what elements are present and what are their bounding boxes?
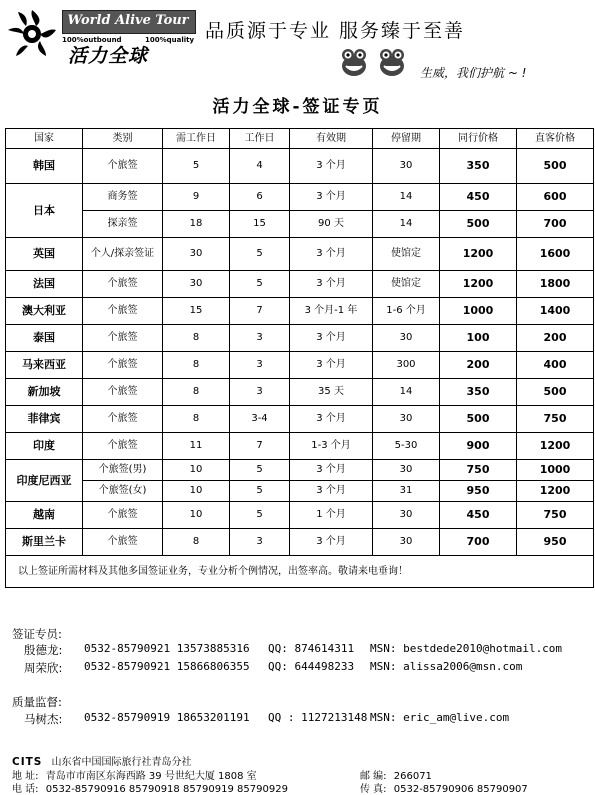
trade-price-cell: 700 xyxy=(440,529,517,556)
direct-price-cell: 1600 xyxy=(517,238,594,271)
direct-price-cell: 700 xyxy=(517,211,594,238)
visa-type-cell: 个旅签 xyxy=(83,379,163,406)
stay-cell: 14 xyxy=(373,184,440,211)
visa-type-cell: 个旅签 xyxy=(83,149,163,184)
stay-cell: 30 xyxy=(373,502,440,529)
visa-type-cell: 个旅签 xyxy=(83,271,163,298)
validity-cell: 3 个月 xyxy=(290,325,373,352)
country-cell: 菲律宾 xyxy=(6,406,83,433)
staff-name: 周荣欣: xyxy=(24,661,63,675)
visa-type-cell: 个旅签 xyxy=(83,325,163,352)
visa-type-cell: 个旅签(男) xyxy=(83,460,163,481)
work-days-cell: 5 xyxy=(230,460,290,481)
work-days-cell: 7 xyxy=(230,298,290,325)
table-row xyxy=(6,325,594,352)
stay-cell: 31 xyxy=(373,481,440,502)
need-days-cell: 10 xyxy=(163,502,230,529)
visa-type-cell: 个旅签 xyxy=(83,529,163,556)
direct-price-cell: 600 xyxy=(517,184,594,211)
tribal-swirl-logo-icon xyxy=(6,8,58,60)
country-cell: 印度 xyxy=(6,433,83,460)
work-days-cell: 4 xyxy=(230,149,290,184)
stay-cell: 5-30 xyxy=(373,433,440,460)
visa-price-table xyxy=(5,128,594,588)
direct-price-cell: 750 xyxy=(517,406,594,433)
trade-price-cell: 1000 xyxy=(440,298,517,325)
validity-cell: 3 个月 xyxy=(290,460,373,481)
column-header: 停留期 xyxy=(373,129,440,149)
trade-price-cell: 900 xyxy=(440,433,517,460)
direct-price-cell: 1200 xyxy=(517,481,594,502)
visa-type-cell: 个旅签 xyxy=(83,406,163,433)
table-note: 以上签证所需材料及其他多国签证业务，专业分析个例情况，出签率高。敬请来电垂询！ xyxy=(6,556,594,588)
trade-price-cell: 500 xyxy=(440,211,517,238)
work-days-cell: 6 xyxy=(230,184,290,211)
country-cell: 新加坡 xyxy=(6,379,83,406)
company-name: 山东省中国国际旅行社青岛分社 xyxy=(51,757,192,768)
stay-cell: 30 xyxy=(373,406,440,433)
country-cell: 日本 xyxy=(6,184,83,238)
need-days-cell: 10 xyxy=(163,481,230,502)
table-row xyxy=(6,238,594,271)
table-row xyxy=(6,184,594,211)
table-row xyxy=(6,352,594,379)
need-days-cell: 8 xyxy=(163,406,230,433)
need-days-cell: 8 xyxy=(163,379,230,406)
validity-cell: 90 天 xyxy=(290,211,373,238)
column-header: 需工作日 xyxy=(163,129,230,149)
slogan: 品质源于专业 服务臻于至善 xyxy=(205,20,466,42)
staff-name: 马树杰: xyxy=(24,712,63,726)
table-row xyxy=(6,406,594,433)
validity-cell: 3 个月 xyxy=(290,149,373,184)
direct-price-cell: 1000 xyxy=(517,460,594,481)
fax-value: 0532-85790906 85790907 xyxy=(393,784,528,795)
trade-price-cell: 500 xyxy=(440,406,517,433)
stay-cell: 14 xyxy=(373,379,440,406)
need-days-cell: 30 xyxy=(163,271,230,298)
validity-cell: 3 个月-1 年 xyxy=(290,298,373,325)
trade-price-cell: 450 xyxy=(440,502,517,529)
visa-type-cell: 探亲签 xyxy=(83,211,163,238)
work-days-cell: 5 xyxy=(230,481,290,502)
country-cell: 英国 xyxy=(6,238,83,271)
trade-price-cell: 350 xyxy=(440,379,517,406)
staff-msn: MSN: alissa2006@msn.com xyxy=(370,660,523,673)
validity-cell: 35 天 xyxy=(290,379,373,406)
staff-qq: QQ: 874614311 xyxy=(268,642,355,655)
visa-type-cell: 个旅签 xyxy=(83,298,163,325)
column-header: 有效期 xyxy=(290,129,373,149)
stay-cell: 30 xyxy=(373,149,440,184)
direct-price-cell: 200 xyxy=(517,325,594,352)
validity-cell: 3 个月 xyxy=(290,238,373,271)
table-header-row xyxy=(6,129,594,149)
frog-mascot-icon xyxy=(338,46,370,78)
direct-price-cell: 950 xyxy=(517,529,594,556)
staff-msn: MSN: eric_am@live.com xyxy=(370,711,510,724)
tel-value: 0532-85790916 85790918 85790919 85790929 xyxy=(45,784,288,795)
staff-msn: MSN: bestdede2010@hotmail.com xyxy=(370,642,563,655)
address-value: 青岛市市南区东海西路 39 号世纪大厦 1808 室 xyxy=(45,771,257,782)
validity-cell: 3 个月 xyxy=(290,529,373,556)
visa-staff-title: 签证专员: xyxy=(12,627,62,641)
visa-type-cell: 个旅签 xyxy=(83,502,163,529)
column-header: 国家 xyxy=(6,129,83,149)
cits-logo-text: CITS xyxy=(12,756,43,768)
table-row xyxy=(6,433,594,460)
fax-line xyxy=(360,780,528,795)
country-cell: 越南 xyxy=(6,502,83,529)
staff-qq: QQ: 644498233 xyxy=(268,660,355,673)
staff-phones: 0532-85790919 18653201191 xyxy=(84,711,250,724)
work-days-cell: 3 xyxy=(230,325,290,352)
direct-price-cell: 500 xyxy=(517,149,594,184)
stay-cell: 使馆定 xyxy=(373,271,440,298)
column-header: 直客价格 xyxy=(517,129,594,149)
direct-price-cell: 1200 xyxy=(517,433,594,460)
tel-line xyxy=(12,780,288,795)
country-cell: 斯里兰卡 xyxy=(6,529,83,556)
table-row xyxy=(6,211,594,238)
work-days-cell: 5 xyxy=(230,271,290,298)
country-cell: 马来西亚 xyxy=(6,352,83,379)
validity-cell: 1-3 个月 xyxy=(290,433,373,460)
staff-qq: QQ : 1127213148 xyxy=(268,711,368,724)
table-row xyxy=(6,149,594,184)
visa-type-cell: 个人/探亲签证 xyxy=(83,238,163,271)
country-cell: 泰国 xyxy=(6,325,83,352)
trade-price-cell: 950 xyxy=(440,481,517,502)
work-days-cell: 7 xyxy=(230,433,290,460)
staff-name: 殷德龙: xyxy=(24,643,63,657)
need-days-cell: 5 xyxy=(163,149,230,184)
stay-cell: 30 xyxy=(373,460,440,481)
trade-price-cell: 350 xyxy=(440,149,517,184)
country-cell: 法国 xyxy=(6,271,83,298)
trade-price-cell: 750 xyxy=(440,460,517,481)
need-days-cell: 9 xyxy=(163,184,230,211)
direct-price-cell: 500 xyxy=(517,379,594,406)
stay-cell: 使馆定 xyxy=(373,238,440,271)
table-row xyxy=(6,379,594,406)
stay-cell: 30 xyxy=(373,325,440,352)
stay-cell: 300 xyxy=(373,352,440,379)
work-days-cell: 5 xyxy=(230,502,290,529)
stay-cell: 30 xyxy=(373,529,440,556)
work-days-cell: 3 xyxy=(230,352,290,379)
tel-label: 电 话: xyxy=(12,784,39,795)
work-days-cell: 3 xyxy=(230,529,290,556)
fax-label: 传 真: xyxy=(360,784,387,795)
work-days-cell: 3-4 xyxy=(230,406,290,433)
postcode-label: 邮 编: xyxy=(360,771,387,782)
frog-mascot-icon xyxy=(376,46,408,78)
validity-cell: 3 个月 xyxy=(290,184,373,211)
trade-price-cell: 1200 xyxy=(440,238,517,271)
table-note-row xyxy=(6,556,594,588)
table-row xyxy=(6,271,594,298)
brand-sub-quality: 100%quality xyxy=(145,36,195,44)
validity-cell: 3 个月 xyxy=(290,352,373,379)
address-label: 地 址: xyxy=(12,771,39,782)
brand-english-name: World Alive Tour xyxy=(67,13,189,28)
company-line xyxy=(12,753,192,768)
column-header: 同行价格 xyxy=(440,129,517,149)
brand-sub-outbound: 100%outbound xyxy=(62,36,122,44)
table-row xyxy=(6,502,594,529)
validity-cell: 3 个月 xyxy=(290,481,373,502)
validity-cell: 1 个月 xyxy=(290,502,373,529)
staff-phones: 0532-85790921 13573885316 xyxy=(84,642,250,655)
visa-type-cell: 个旅签 xyxy=(83,352,163,379)
table-row xyxy=(6,298,594,325)
work-days-cell: 5 xyxy=(230,238,290,271)
need-days-cell: 8 xyxy=(163,352,230,379)
need-days-cell: 30 xyxy=(163,238,230,271)
validity-cell: 3 个月 xyxy=(290,406,373,433)
brand-chinese-name: 活力全球 xyxy=(68,45,149,67)
country-cell: 印度尼西亚 xyxy=(6,460,83,502)
trade-price-cell: 450 xyxy=(440,184,517,211)
staff-phones: 0532-85790921 15866806355 xyxy=(84,660,250,673)
visa-type-cell: 个旅签 xyxy=(83,433,163,460)
need-days-cell: 10 xyxy=(163,460,230,481)
country-cell: 澳大利亚 xyxy=(6,298,83,325)
trade-price-cell: 100 xyxy=(440,325,517,352)
table-row xyxy=(6,481,594,502)
page-title: 活力全球-签证专页 xyxy=(212,97,383,117)
need-days-cell: 15 xyxy=(163,298,230,325)
stay-cell: 14 xyxy=(373,211,440,238)
table-row xyxy=(6,460,594,481)
postcode-value: 266071 xyxy=(393,771,432,782)
work-days-cell: 15 xyxy=(230,211,290,238)
qc-staff-title: 质量监督: xyxy=(12,695,62,709)
direct-price-cell: 1800 xyxy=(517,271,594,298)
validity-cell: 3 个月 xyxy=(290,271,373,298)
need-days-cell: 11 xyxy=(163,433,230,460)
need-days-cell: 18 xyxy=(163,211,230,238)
visa-type-cell: 个旅签(女) xyxy=(83,481,163,502)
trade-price-cell: 200 xyxy=(440,352,517,379)
table-row xyxy=(6,529,594,556)
column-header: 类别 xyxy=(83,129,163,149)
stay-cell: 1-6 个月 xyxy=(373,298,440,325)
direct-price-cell: 400 xyxy=(517,352,594,379)
direct-price-cell: 750 xyxy=(517,502,594,529)
country-cell: 韩国 xyxy=(6,149,83,184)
work-days-cell: 3 xyxy=(230,379,290,406)
need-days-cell: 8 xyxy=(163,529,230,556)
trade-price-cell: 1200 xyxy=(440,271,517,298)
visa-type-cell: 商务签 xyxy=(83,184,163,211)
tagline: 生威，我们护航 ~ ! xyxy=(420,66,527,80)
column-header: 工作日 xyxy=(230,129,290,149)
need-days-cell: 8 xyxy=(163,325,230,352)
direct-price-cell: 1400 xyxy=(517,298,594,325)
